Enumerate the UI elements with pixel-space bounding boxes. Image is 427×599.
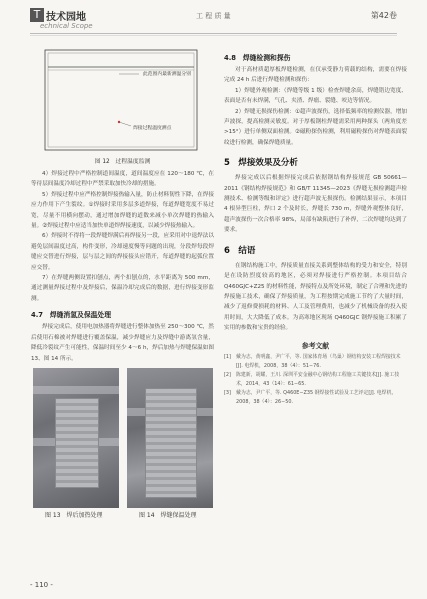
figure-12-label-range: 此范围内最新测温分别	[143, 72, 191, 77]
column-name: 技术园地	[46, 12, 86, 23]
left-column	[31, 46, 214, 518]
reference-item	[224, 353, 407, 371]
figure-12	[31, 46, 214, 154]
insulation-wrap	[145, 388, 197, 498]
photo-band	[33, 386, 119, 394]
reference-number: [1]	[224, 353, 231, 360]
section-heading-6: 6 结语	[224, 245, 256, 256]
references-title: 参考文献	[301, 341, 330, 350]
paragraph-ndt-inspection: 2）焊缝无损探伤检测：①超声波探伤，选择低频率的检测仪器，增加声波探，提高检测灵敏度。对于厚板钢柱焊缝需采用两种探头（两角度差>15°）进行单侧双面检测。②磁粉探伤检测，利用磁粉探伤对焊缝表面裂纹进行检测，确保焊缝质量。	[224, 108, 407, 146]
paragraph-deformation-monitor: 7）在焊缝两侧设置扣刨点，两个扣刨点的，水平距离为 500 mm，通过测量焊接过程中及焊接后，保温冷却完成后的数据，进行焊接变形监测。	[31, 275, 214, 302]
section-heading-5: 5 焊接效果及分析	[224, 158, 298, 169]
page-number: - 110 -	[30, 581, 53, 589]
paragraph-visual-inspection: 1）焊缝外观检测：（焊缝等级 1 级）检查焊缝余高，焊缝错边宽度、表面是否有未焊满，气孔、夹渣、焊瘤、裂缝、咬边等情况。	[224, 87, 407, 105]
page-header	[0, 0, 427, 46]
header-rule	[30, 33, 397, 34]
paragraph-conclusion: 在钢结构施工中，焊接质量直接关系到整体结构的受力和安全，特别是在设防烈度较高的地区，必须对焊接进行严格控制。本项目结合 Q460GJC+Z25 的材料性能，焊接特点及所处环境，制定了合理和先进的焊接施工技术，确保了焊接质量，为工程按期完成施工节约了大量时间，减少了返修费损耗的材料、人工及管理费用，也减少了机械设备的投入使用时间，大大降低了成本。为高寒地区现场 Q460GJC 钢焊接施工积累了实用的参数和宝贵的经验。	[224, 262, 407, 332]
paragraph-welding-sequence: 6）焊接时不得将一段焊缝焊满后再焊接另一段，应采用对中退焊法以避免层间温度过高，构件变形，冷却速度慢等问题的出现，分段焊每段焊缝应交替进行焊接，层与层之间的焊接接头应错开，每道焊缝的起弧位置应交替。	[31, 233, 214, 271]
paragraph-hydrogen-removal: 焊接完成后，使用电加热器将焊缝进行整体加热至 250～300 ℃，然后使用石棉被对焊缝进行覆盖保温，减少焊缝应力及焊缝中游离氢含量，降低冷裂纹产生可能性，保温时间至少 4～6 h，焊后加热与焊缝保温如图 13、图 14 所示。	[31, 324, 214, 362]
figure-13-14-photos	[31, 368, 214, 518]
reference-text: 陈建新，胡耀，王川. 深圳平安金融中心钢结构工程施工关键技术[J]. 施工技术，2014，43（14）：61−65.	[236, 371, 400, 387]
heating-wrap	[55, 398, 99, 488]
right-column	[224, 46, 407, 407]
reference-number: [2]	[224, 371, 231, 378]
figure-13-caption: 图 13 焊后加热处理	[45, 511, 103, 519]
reference-item	[224, 389, 407, 407]
header-rule-secondary	[30, 35, 397, 36]
section-heading-4-7: 4.7 焊缝消氢及保温处理	[31, 311, 112, 320]
figure-13-photo	[33, 368, 119, 508]
reference-text: 戴为志，尹广平，等. Q460E−Z35 钢焊接性试验及工艺评定[J]. 电焊机，2008，38（4）：26−50.	[236, 389, 397, 405]
figure-14-photo	[127, 368, 213, 508]
figure-12-diagram	[31, 46, 214, 154]
paragraph-results: 焊接完成以后根据焊接完成后依据钢结构焊接规范 GB 50661—2011《钢结构焊接规范》和 GB/T 11345—2023《焊缝无损检测超声检测技术、检测等级和评定》进行超声波无损探伤。检测结果显示，本项目 4 根异型巨柱，焊口 2 个及时长，焊缝长 730 m，焊缝外观整体良好，超声波探伤一次合格率 98%，局部有缺陷进行了补焊，二次焊缝均达到了要求。	[224, 175, 407, 234]
paragraph-heat-input: 5）焊接过程中应严格控制焊接热输入量，防止材料韧性下降，在焊接应力作用下产生裂纹。①焊接时采用多层多道焊接，每道焊缝宽度不易过宽，尽量不用横向摆动，通过增加焊缝的道数来减小单次焊缝的热输入量。②焊接过程中应适当加快单道焊焊接速度，以减少焊接热输入。	[31, 191, 214, 230]
section-heading-4-8: 4.8 焊缝检测和探伤	[224, 54, 291, 62]
reference-text: 戴为志，黄明鑫，尹广平，等. 国家体育场（鸟巢）钢结构安装工程焊接技术[J]. 电焊机，2008，38（4）：51−76.	[236, 353, 401, 369]
reference-item	[224, 371, 407, 389]
journal-name: 工 程 质 量	[196, 12, 231, 20]
column-subtitle: echnical Scope	[40, 22, 93, 30]
figure-14-caption: 图 14 焊缝保温处理	[139, 511, 197, 519]
figure-12-caption: 图 12 过程温度监测	[94, 159, 151, 165]
paragraph-inspection-intro: 对于高材质超厚板焊缝检测，在仅承受静力荷载的结构，需要在焊接完成 24 h 后进行焊缝检测和探伤：	[224, 67, 407, 84]
figure-12-label-point: 焊接过程温度测点	[133, 126, 172, 131]
paragraph-interpass-temp: 4）焊接过程中严格控制道间温度，道间温度应在 120～180 ℃，在等待层间温度冷却过程中严禁采取加快冷却的措施。	[31, 171, 214, 188]
column-logo: T	[30, 8, 44, 22]
reference-number: [3]	[224, 389, 231, 396]
volume-number: 第42卷	[370, 11, 397, 20]
